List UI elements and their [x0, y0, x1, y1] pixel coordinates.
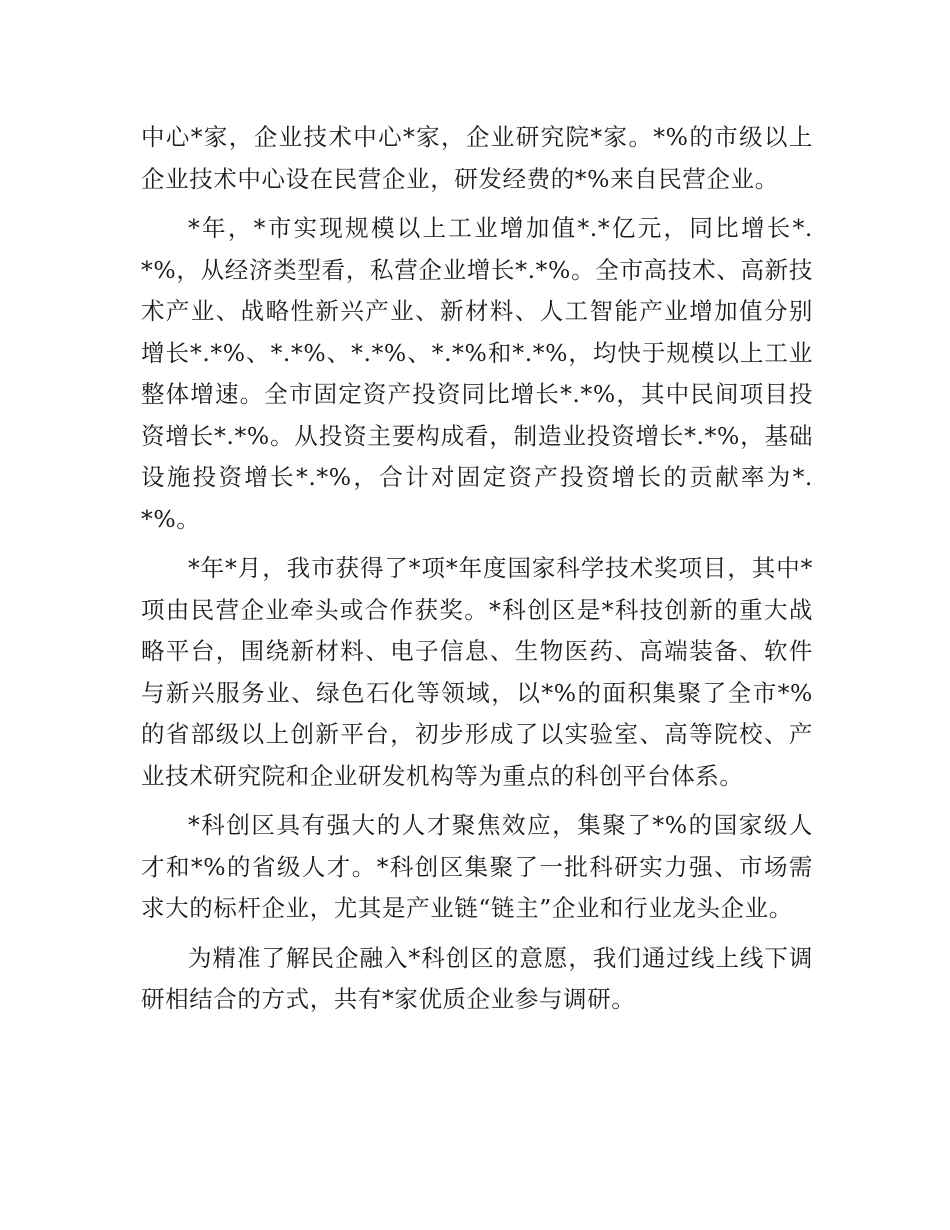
paragraph-4: *科创区具有强大的人才聚焦效应，集聚了*%的国家级人才和*%的省级人才。*科创区集聚了一批科研实力强、市场需求大的标杆企业，尤其是产业链“链主”企业和行业龙头企业。: [141, 811, 813, 922]
paragraph-1: 中心*家，企业技术中心*家，企业研究院*家。*%的市级以上企业技术中心设在民营企业，研发经费的*%来自民营企业。: [141, 123, 813, 193]
paragraph-2: *年，*市实现规模以上工业增加值*.*亿元，同比增长*.*%，从经济类型看，私营企业增长*.*%。全市高技术、高新技术产业、战略性新兴产业、新材料、人工智能产业增加值分别增长*.*%、*.*%、*.*%、*.*%和*.*%，均快于规模以上工业整体增速。全市固定资产投资同比增长*.*%，其中民间项目投资增长*.*%。从投资主要构成看，制造业投资增长*.*%，基础设施投资增长*.*%，合计对固定资产投资增长的贡献率为*.*%。: [141, 214, 813, 533]
document-body: [141, 117, 813, 1029]
paragraph-5: 为精准了解民企融入*科创区的意愿，我们通过线上线下调研相结合的方式，共有*家优质企业参与调研。: [141, 943, 813, 1013]
paragraph-3: *年*月，我市获得了*项*年度国家科学技术奖项目，其中*项由民营企业牵头或合作获奖。*科创区是*科技创新的重大战略平台，围绕新材料、电子信息、生物医药、高端装备、软件与新兴服务业、绿色石化等领域，以*%的面积集聚了全市*%的省部级以上创新平台，初步形成了以实验室、高等院校、产业技术研究院和企业研发机构等为重点的科创平台体系。: [141, 554, 813, 790]
